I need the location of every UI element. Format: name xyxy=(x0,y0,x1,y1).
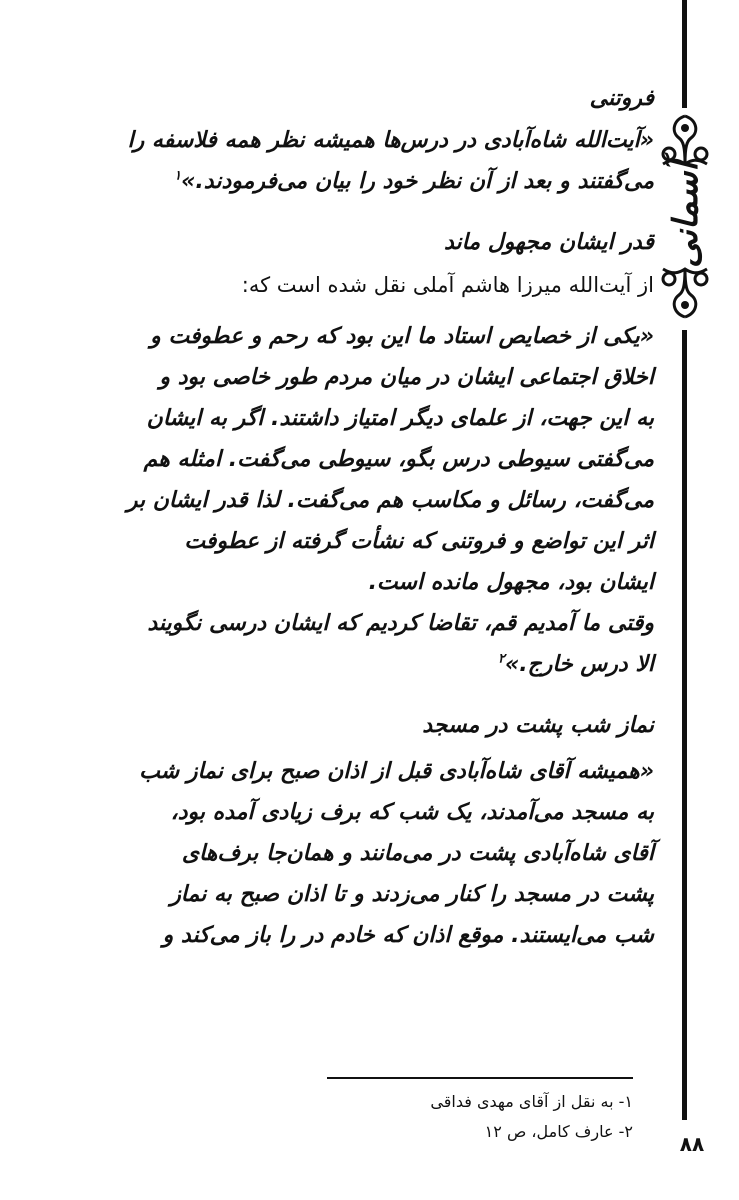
quote-paragraph xyxy=(34,316,654,685)
text-line: به مسجد می‌آمدند، یک شب که برف زیادی آمده بود، xyxy=(170,800,654,825)
text-line: می‌گفتی سیوطی درس بگو، سیوطی می‌گفت. امثله هم xyxy=(143,447,654,472)
footnote-ref: ۱ xyxy=(174,168,182,184)
section-heading: نماز شب پشت در مسجد xyxy=(422,713,654,738)
margin-rule-bottom xyxy=(682,330,687,1120)
footnote-separator xyxy=(327,1077,633,1079)
section-heading: قدر ایشان مجهول ماند xyxy=(443,230,654,255)
text-line: «همیشه آقای شاه‌آبادی قبل از اذان صبح برای نماز شب xyxy=(139,759,654,784)
quote-paragraph xyxy=(34,751,654,956)
margin-rule-top xyxy=(682,0,687,108)
text-line: شب می‌ایستند. موقع اذان که خادم در را باز می‌کند و xyxy=(162,923,654,948)
main-text xyxy=(34,70,654,956)
text-line: وقتی ما آمدیم قم، تقاضا کردیم که ایشان درسی نگویند xyxy=(147,611,654,636)
floral-ornament-icon xyxy=(655,262,715,324)
text-line: «یکی از خصایص استاد ما این بود که رحم و عطوفت و xyxy=(150,324,654,349)
text-line: به این جهت، از علمای دیگر امتیاز داشتند. اگر به ایشان xyxy=(146,406,654,431)
text-line: الا درس خارج.» xyxy=(504,652,654,677)
footnote-ref: ۲ xyxy=(497,651,505,667)
section-heading: فروتنی xyxy=(589,86,654,111)
text-line: ایشان بود، مجهول مانده است. xyxy=(368,570,654,595)
footnote: ۱- به نقل از آقای مهدی فداقی xyxy=(430,1092,633,1111)
intro-text: از آیت‌الله میرزا هاشم آملی نقل شده است که: xyxy=(241,273,654,297)
text-line: «آیت‌الله شاه‌آبادی در درس‌ها همیشه نظر همه فلاسفه را xyxy=(127,128,654,153)
footnote: ۲- عارف کامل، ص ۱۲ xyxy=(484,1122,633,1141)
text-line: اثر این تواضع و فروتنی که نشأت گرفته از عطوفت xyxy=(184,529,654,554)
text-line: می‌گفت، رسائل و مکاسب هم می‌گفت. لذا قدر ایشان بر xyxy=(126,488,654,513)
text-line: می‌گفتند و بعد از آن نظر خود را بیان می‌فرمودند.» xyxy=(181,169,654,194)
text-line: پشت در مسجد را کنار می‌زدند و تا اذان صبح به نماز xyxy=(170,882,654,907)
footnotes xyxy=(213,1087,633,1147)
side-title xyxy=(656,162,716,268)
page-number: ۸۸ xyxy=(679,1132,705,1156)
side-title-text: آسمانی xyxy=(666,162,707,268)
quote-paragraph xyxy=(34,120,654,202)
text-line: آقای شاه‌آبادی پشت در می‌مانند و همان‌جا برف‌های xyxy=(181,841,654,866)
text-line: اخلاق اجتماعی ایشان در میان مردم طور خاصی بود و xyxy=(159,365,654,390)
